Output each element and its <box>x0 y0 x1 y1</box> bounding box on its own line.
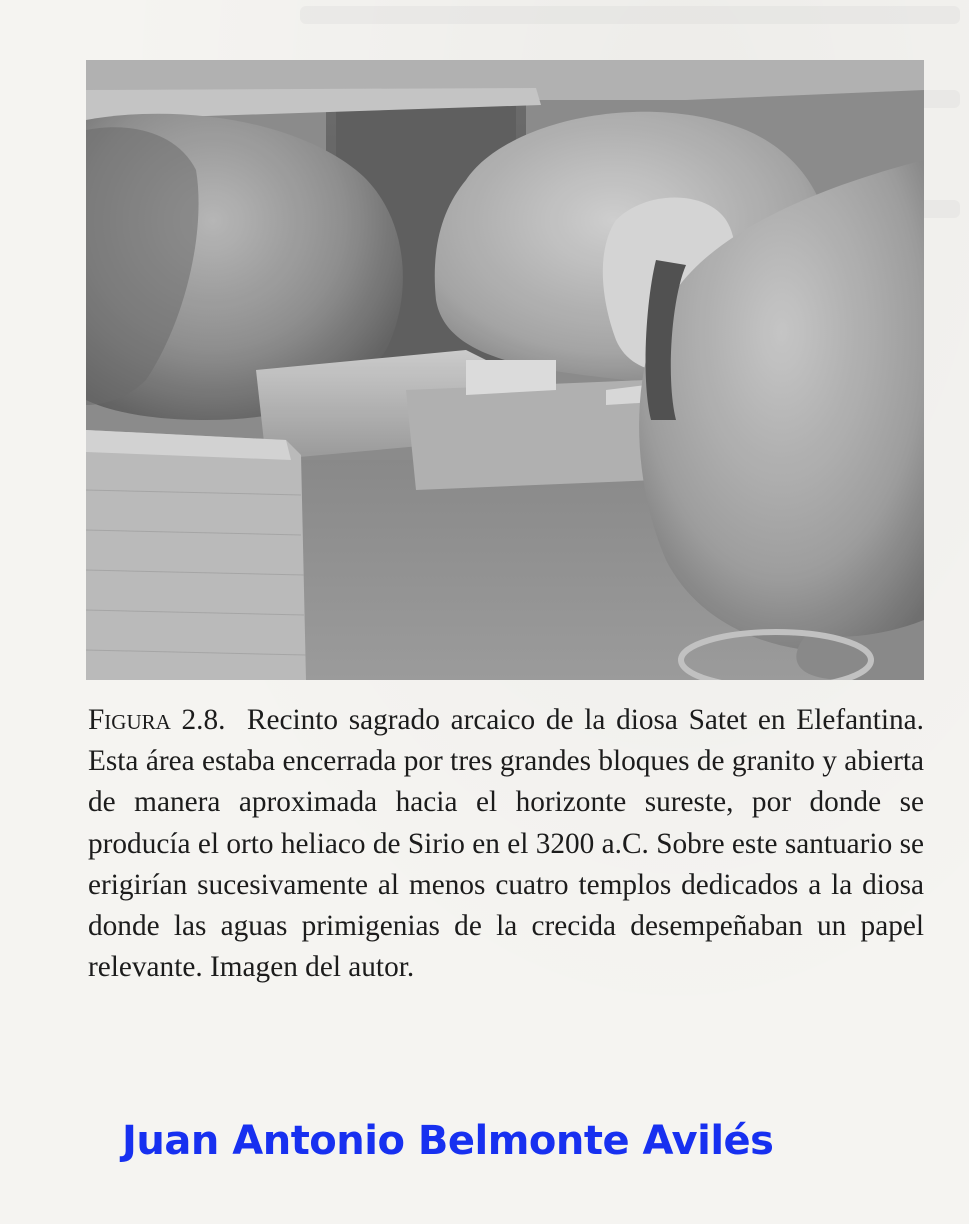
caption-text: Recinto sagrado arcaico de la diosa Satet en Elefantina. Esta área estaba encerrada por tres grandes bloques de granito y abierta de manera aproximada hacia el horizonte sureste, por donde se producía el orto heliaco de Sirio en el 3200 a.C. Sobre este santuario se erigirían sucesivamente al menos cuatro templos dedicados a la diosa donde las aguas primigenias de la crecida desempeñaban un papel relevante. Imagen del autor. <box>88 704 924 984</box>
granite-blocks-photo <box>86 60 924 680</box>
figure-number: 2.8. <box>181 704 226 736</box>
show-through-line <box>300 6 960 24</box>
figure-caption <box>88 700 924 988</box>
temple-photograph <box>86 60 924 680</box>
author-name: Juan Antonio Belmonte Avilés <box>122 1118 774 1164</box>
figure-label: Figura <box>88 704 171 736</box>
